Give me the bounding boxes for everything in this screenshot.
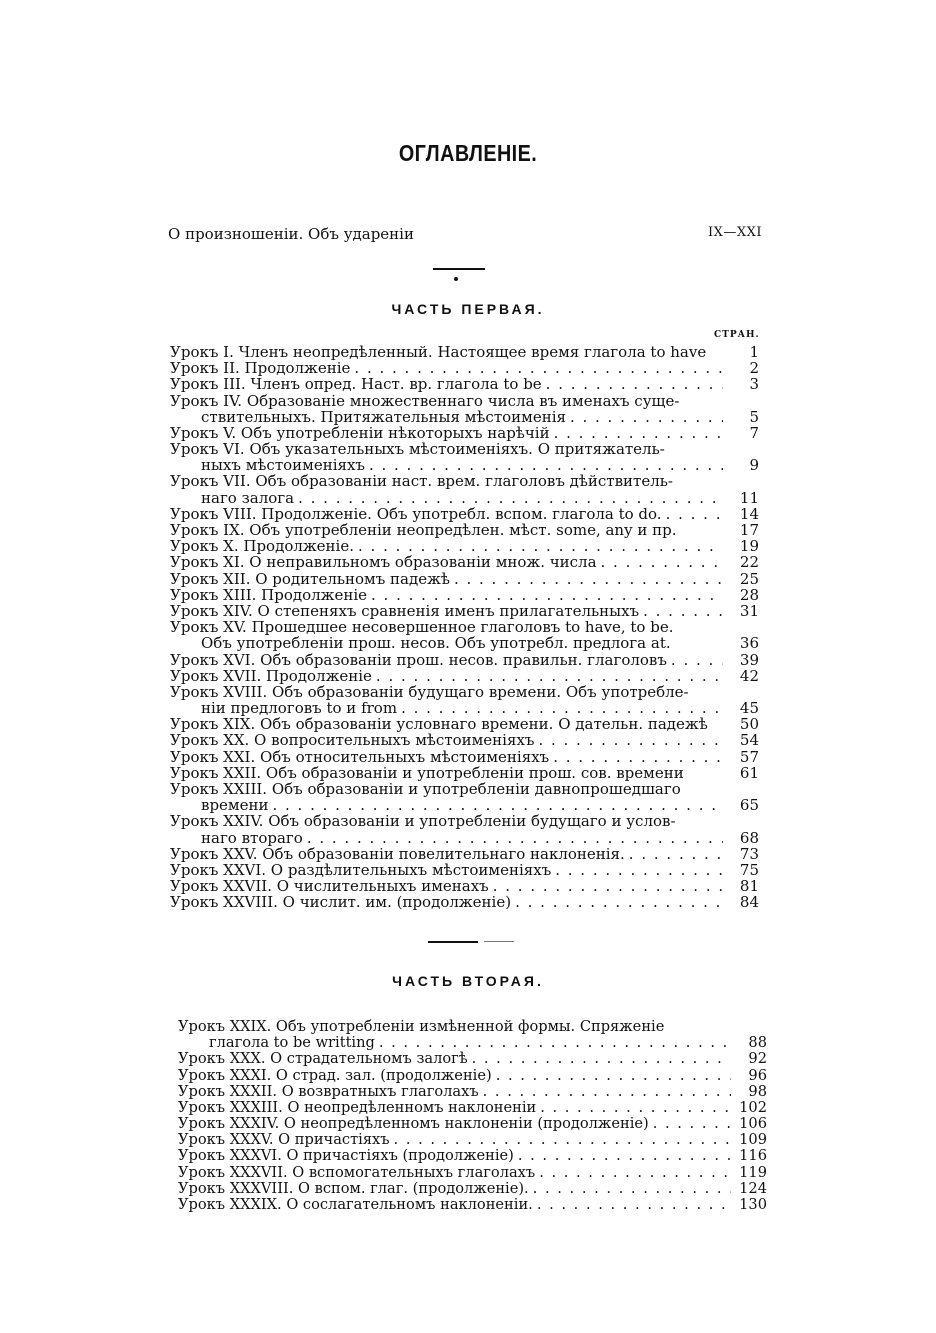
toc-entry [170, 813, 759, 829]
entry-page: 19 [739, 537, 759, 556]
entry-page: 65 [739, 796, 759, 815]
entry-page: 42 [739, 666, 759, 685]
entry-text: Урокъ XXXVII. О вспомогательныхъ глаголахъ [178, 1163, 536, 1181]
intro-text: О произношеніи. Объ удареніи [168, 225, 414, 243]
entry-page: 36 [739, 634, 759, 653]
entry-text: времени [201, 796, 269, 815]
entry-text: Урокъ I. Членъ неопредѣленный. Настоящее время глагола to have [170, 342, 707, 361]
dot-leader [401, 700, 723, 716]
dot-leader [601, 554, 723, 570]
dot-leader [553, 749, 723, 765]
dot-leader [371, 587, 723, 603]
dot-leader [272, 797, 723, 813]
entry-text: Урокъ XX. О вопросительныхъ мѣстоименіяхъ [170, 731, 535, 750]
dot-leader [472, 1051, 731, 1067]
entry-text: Урокъ XXXIX. О сослагательномъ наклоненіи. [178, 1196, 533, 1214]
entry-text: Урокъ XVII. Продолженіе [170, 666, 372, 685]
entry-page: 84 [739, 893, 759, 912]
entry-page: 25 [739, 569, 759, 588]
toc-entry [170, 506, 759, 522]
entry-page: 116 [739, 1147, 767, 1165]
toc-entry [170, 571, 759, 587]
entry-text: Урокъ XVI. Объ образованіи прош. несов. правильн. глаголовъ [170, 650, 667, 669]
entry-page: 130 [739, 1196, 767, 1214]
toc-entry [170, 376, 759, 392]
entry-text: Урокъ V. Объ употребленіи нѣкоторыхъ нарѣчій [170, 423, 550, 442]
dot-leader [537, 1197, 731, 1213]
entry-text: Урокъ XXXVI. О причастіяхъ (продолженіе) [178, 1147, 514, 1165]
intro-pages: IX—XXI [707, 225, 762, 240]
toc-entry [170, 587, 759, 603]
entry-text: Урокъ XXV. Объ образованіи повелительнаго наклоненія. [170, 844, 625, 863]
entry-text: Урокъ XXXIII. О неопредѣленномъ наклоненіи [178, 1098, 537, 1116]
entry-page: 98 [748, 1082, 767, 1100]
toc-entry [170, 684, 759, 700]
entry-text: Урокъ XIII. Продолженіе [170, 585, 368, 604]
entry-text: Урокъ IV. Образованіе множественнаго числа въ именахъ суще- [170, 391, 680, 410]
entry-page: 28 [739, 585, 759, 604]
dot-leader [515, 894, 723, 910]
toc-part1 [170, 344, 759, 911]
entry-page: 88 [748, 1034, 767, 1052]
entry-page: 92 [748, 1050, 767, 1068]
toc-entry [178, 1051, 767, 1067]
entry-text: ніи предлоговъ to и from [201, 699, 398, 718]
divider-dot [454, 277, 458, 281]
toc-entry [170, 716, 759, 732]
intro-line [168, 225, 762, 243]
dot-leader [533, 1181, 731, 1197]
toc-entry [170, 425, 759, 441]
toc-entry [178, 1181, 767, 1197]
entry-page: 54 [739, 731, 759, 750]
toc-entry [170, 846, 759, 862]
part1-title: ЧАСТЬ ПЕРВАЯ. [391, 301, 545, 317]
toc-entry [170, 700, 759, 716]
entry-text: Объ употребленіи прош. несов. Объ употребл. предлога at. [201, 634, 671, 653]
entry-text: Урокъ XIV. О степеняхъ сравненія именъ прилагательныхъ [170, 601, 640, 620]
toc-entry [178, 1165, 767, 1181]
dot-leader [493, 878, 723, 894]
toc-entry [178, 1084, 767, 1100]
dot-leader [496, 1068, 731, 1084]
entry-text: Урокъ XV. Прошедшее несовершенное глаголовъ to have, to be. [170, 618, 674, 637]
toc-entry [170, 862, 759, 878]
dot-leader [369, 457, 723, 473]
entry-page: 61 [739, 763, 759, 782]
toc-entry [170, 830, 759, 846]
toc-entry [178, 1019, 767, 1035]
entry-page: 45 [739, 699, 759, 718]
entry-page: 75 [739, 860, 759, 879]
entry-page: 31 [739, 601, 759, 620]
entry-page: 119 [739, 1163, 767, 1181]
dot-leader [454, 571, 723, 587]
entry-page: 3 [749, 375, 759, 394]
toc-entry [170, 474, 759, 490]
entry-text: Урокъ XXIX. Объ употребленіи измѣненной формы. Спряженіе [178, 1017, 665, 1035]
entry-text: ствительныхъ. Притяжательныя мѣстоименія [201, 407, 566, 426]
entry-text: Урокъ IX. Объ употребленіи неопредѣлен. мѣст. some, any и пр. [170, 521, 677, 540]
entry-text: Урокъ VI. Объ указательныхъ мѣстоименіяхъ. О притяжатель- [170, 440, 665, 459]
dot-leader [539, 1165, 731, 1181]
entry-page: 5 [749, 407, 759, 426]
divider [433, 268, 485, 270]
pages-header: СТРАН. [714, 330, 760, 340]
entry-page: 57 [739, 747, 759, 766]
dot-leader [643, 603, 723, 619]
dot-leader [483, 1084, 731, 1100]
divider [484, 941, 514, 942]
entry-text: Урокъ XXXII. О возвратныхъ глаголахъ [178, 1082, 479, 1100]
toc-part2 [178, 1019, 767, 1213]
entry-text: Урокъ XXXVIII. О вспом. глаг. (продолженіе). [178, 1179, 529, 1197]
dot-leader [394, 1132, 731, 1148]
entry-text: Урокъ XI. О неправильномъ образованіи множ. числа [170, 553, 597, 572]
entry-text: Урокъ II. Продолженіе [170, 359, 351, 378]
dot-leader [354, 360, 723, 376]
entry-page: 9 [749, 456, 759, 475]
entry-text: Урокъ XXIV. Объ образованіи и употребленіи будущаго и услов- [170, 812, 676, 831]
toc-entry [170, 668, 759, 684]
entry-page: 73 [739, 844, 759, 863]
toc-entry [170, 781, 759, 797]
entry-text: Урокъ XIX. Объ образованіи условнаго времени. О дательн. падежѣ [170, 715, 708, 734]
dot-leader [538, 732, 723, 748]
dot-leader [376, 668, 723, 684]
toc-entry [170, 522, 759, 538]
dot-leader [540, 1100, 731, 1116]
entry-page: 2 [749, 359, 759, 378]
entry-page: 68 [739, 828, 759, 847]
entry-page: 1 [749, 342, 759, 361]
toc-entry [178, 1132, 767, 1148]
toc-entry [170, 733, 759, 749]
toc-entry [178, 1116, 767, 1132]
toc-entry [170, 441, 759, 457]
toc-entry [178, 1100, 767, 1116]
entry-page: 96 [748, 1066, 767, 1084]
part2-title: ЧАСТЬ ВТОРАЯ. [392, 973, 544, 989]
toc-entry [170, 360, 759, 376]
entry-page: 7 [749, 423, 759, 442]
dot-leader [546, 376, 723, 392]
entry-page: 102 [739, 1098, 767, 1116]
entry-page: 109 [739, 1131, 767, 1149]
entry-text: Урокъ III. Членъ опред. Наст. вр. глагола to be [170, 375, 542, 394]
dot-leader [358, 538, 723, 554]
dot-leader [653, 1116, 731, 1132]
entry-text: Урокъ XII. О родительномъ падежѣ [170, 569, 450, 588]
entry-text: Урокъ VIII. Продолженіе. Объ употребл. вспом. глагола to do. [170, 504, 662, 523]
dot-leader [518, 1148, 731, 1164]
entry-text: Урокъ XXVI. О раздѣлительныхъ мѣстоименіяхъ [170, 860, 552, 879]
toc-entry [170, 878, 759, 894]
toc-entry [178, 1197, 767, 1213]
toc-entry [170, 393, 759, 409]
entry-page: 50 [739, 715, 759, 734]
entry-page: 17 [739, 521, 759, 540]
entry-text: Урокъ X. Продолженіе. [170, 537, 354, 556]
dot-leader [298, 490, 723, 506]
toc-entry [178, 1035, 767, 1051]
entry-page: 22 [739, 553, 759, 572]
toc-entry [170, 490, 759, 506]
toc-entry [170, 554, 759, 570]
entry-text: наго втораго [201, 828, 303, 847]
entry-page: 124 [739, 1179, 767, 1197]
entry-page: 81 [739, 877, 759, 896]
entry-page: 106 [739, 1115, 767, 1133]
entry-page: 14 [739, 504, 759, 523]
toc-entry [170, 603, 759, 619]
page-title: ОГЛАВЛЕНІЕ. [398, 140, 538, 166]
dot-leader [629, 846, 723, 862]
entry-text: Урокъ XXXV. О причастіяхъ [178, 1131, 390, 1149]
dot-leader [379, 1035, 731, 1051]
entry-text: Урокъ XXXI. О страд. зал. (продолженіе) [178, 1066, 492, 1084]
toc-entry [170, 635, 759, 651]
entry-text: Урокъ XXX. О страдательномъ залогѣ [178, 1050, 468, 1068]
entry-text: Урокъ XXII. Объ образованіи и употребленіи прош. сов. времени [170, 763, 684, 782]
toc-entry [170, 619, 759, 635]
toc-entry [170, 652, 759, 668]
entry-text: Урокъ XVIII. Объ образованіи будущаго времени. Объ употребле- [170, 682, 689, 701]
toc-entry [170, 344, 759, 360]
dot-leader [554, 425, 723, 441]
entry-text: ныхъ мѣстоименіяхъ [201, 456, 365, 475]
entry-page: 39 [739, 650, 759, 669]
dot-leader [666, 506, 723, 522]
entry-text: Урокъ XXIII. Объ образованіи и употребленіи давнопрошедшаго [170, 780, 681, 799]
dot-leader [555, 862, 723, 878]
entry-text: Урокъ VII. Объ образованіи наст. врем. глаголовъ дѣйствитель- [170, 472, 673, 491]
entry-text: Урокъ XXXIV. О неопредѣленномъ наклоненіи (продолженіе) [178, 1115, 649, 1133]
toc-entry [170, 538, 759, 554]
divider [428, 941, 478, 943]
dot-leader [307, 830, 723, 846]
toc-entry [170, 749, 759, 765]
dot-leader [671, 652, 723, 668]
toc-entry [170, 765, 759, 781]
toc-entry [170, 457, 759, 473]
dot-leader [570, 409, 723, 425]
entry-text: Урокъ XXVII. О числительныхъ именахъ [170, 877, 489, 896]
entry-text: наго залога [201, 488, 295, 507]
toc-entry [170, 894, 759, 910]
toc-entry [170, 797, 759, 813]
entry-text: Урокъ XXI. Объ относительныхъ мѣстоименіяхъ [170, 747, 550, 766]
entry-page: 11 [739, 488, 759, 507]
toc-entry [170, 409, 759, 425]
entry-text: Урокъ XXVIII. О числит. им. (продолженіе) [170, 893, 512, 912]
entry-text: глагола to be writting [209, 1034, 375, 1052]
toc-entry [178, 1149, 767, 1165]
toc-entry [178, 1068, 767, 1084]
